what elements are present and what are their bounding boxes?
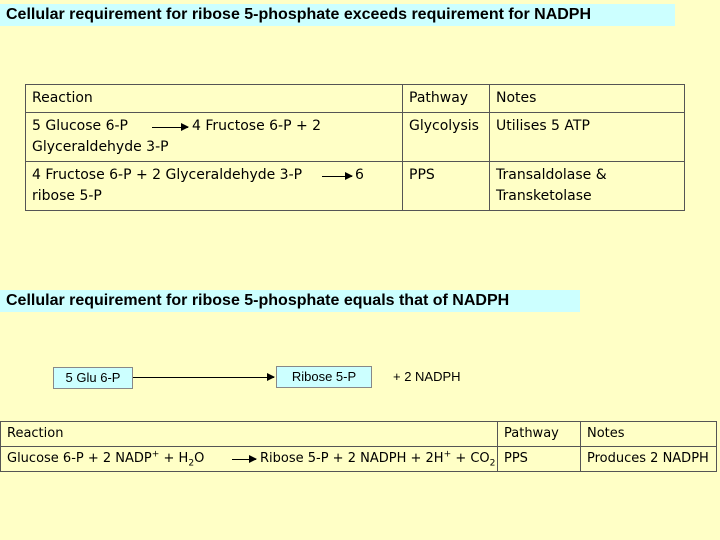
coproduct-label: + 2 NADPH: [393, 369, 461, 384]
reaction-arrow: [152, 127, 188, 128]
reaction-substrate: 4 Fructose 6-P + 2 Glyceraldehyde 3-P: [32, 167, 303, 183]
header-pathway: Pathway: [403, 85, 490, 113]
heading-exceeds: Cellular requirement for ribose 5-phosphate exceeds requirement for NADPH: [0, 4, 675, 26]
reaction-line: [7, 449, 496, 469]
subscript: 2: [188, 458, 195, 469]
heading-equals: Cellular requirement for ribose 5-phosphate equals that of NADPH: [0, 290, 580, 312]
pathway-cell: PPS: [403, 162, 490, 211]
table-row: [26, 162, 685, 211]
header-pathway: Pathway: [498, 422, 581, 447]
header-notes: Notes: [581, 422, 717, 447]
reaction-cell: [26, 162, 403, 211]
reaction-arrow: [232, 459, 256, 460]
reaction-line-2: ribose 5-P: [32, 188, 102, 204]
table-row: [26, 113, 685, 162]
notes-cell: Produces 2 NADPH: [581, 447, 717, 472]
reaction-product: 4 Fructose 6-P + 2: [192, 118, 322, 134]
notes-line-2: Transketolase: [496, 188, 592, 204]
substrate-text-o: O: [194, 451, 205, 466]
substrate-text: Glucose 6-P + 2 NADP: [7, 451, 152, 466]
substrate-box: 5 Glu 6-P: [53, 367, 133, 389]
table-header-row: [1, 422, 717, 447]
table-row: [1, 447, 717, 472]
header-notes: Notes: [490, 85, 685, 113]
reaction-line: [32, 165, 396, 186]
reaction-table-1: [25, 84, 685, 211]
pathway-cell: PPS: [498, 447, 581, 472]
product-text: Ribose 5-P + 2 NADPH + 2H: [260, 451, 444, 466]
subscript: 2: [489, 458, 496, 469]
product-box: Ribose 5-P: [276, 366, 372, 388]
reaction-substrate: [7, 449, 205, 469]
reaction-arrow: [322, 176, 352, 177]
reaction-cell: [1, 447, 498, 472]
reaction-substrate: 5 Glucose 6-P: [32, 118, 128, 134]
reaction-table-2: [0, 421, 717, 472]
substrate-text-water: + H: [159, 451, 189, 466]
charge-superscript: +: [151, 449, 160, 460]
reaction-line: [32, 116, 396, 137]
reaction-cell: [26, 113, 403, 162]
charge-superscript: +: [443, 449, 452, 460]
notes-cell: Utilises 5 ATP: [490, 113, 685, 162]
product-text-co: + CO: [451, 451, 490, 466]
pathway-cell: Glycolysis: [403, 113, 490, 162]
reaction-product: 6: [355, 167, 364, 183]
header-reaction: Reaction: [1, 422, 498, 447]
reaction-product: [260, 450, 495, 468]
notes-line-1: Transaldolase &: [496, 167, 607, 183]
header-reaction: Reaction: [26, 85, 403, 113]
table-header-row: [26, 85, 685, 113]
notes-cell: [490, 162, 685, 211]
reaction-line-2: Glyceraldehyde 3-P: [32, 139, 169, 155]
scheme-arrow: [133, 377, 274, 378]
